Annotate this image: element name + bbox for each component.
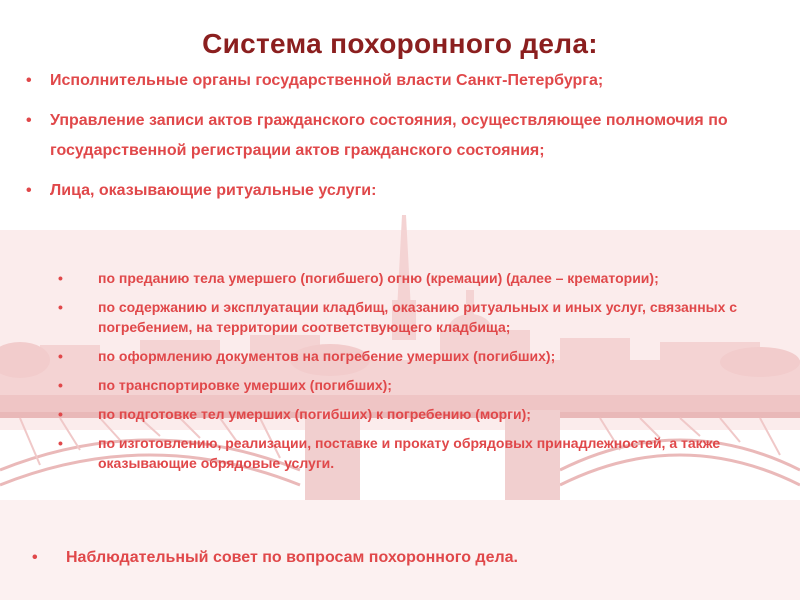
sub-list-item [58,346,748,366]
main-list-item [24,66,754,96]
bullet-icon: • [58,348,63,364]
sub-list-item-text: по преданию тела умершего (погибшего) огню (кремации) (далее – крематории); [98,270,659,286]
sub-list-item-text: по изготовлению, реализации, поставке и прокату обрядовых принадлежностей, а также оказывающие обрядовые услуги. [98,435,721,471]
bullet-icon: • [32,549,38,566]
main-list-item-text: Управление записи актов гражданского состояния, осуществляющее полномочия по государственной регистрации актов гражданского состояния; [50,112,728,159]
sub-list-item [58,433,748,473]
sub-bullet-list [58,268,748,482]
main-bullet-list [24,66,754,216]
bullet-icon: • [58,406,63,422]
bullet-icon: • [26,112,32,129]
main-list-item-text: Лица, оказывающие ритуальные услуги: [50,182,377,199]
sub-list-item [58,404,748,424]
bullet-icon: • [58,435,63,451]
slide-title: Система похоронного дела: [202,28,598,59]
main-list-item-text: Исполнительные органы государственной власти Санкт-Петербурга; [50,72,604,89]
bullet-icon: • [26,72,32,89]
bullet-icon: • [58,299,63,315]
main-list-item [24,176,754,206]
sub-list-item-text: по транспортировке умерших (погибших); [98,377,392,393]
bullet-icon: • [58,270,63,286]
bullet-icon: • [26,182,32,199]
sub-list-item [58,375,748,395]
footer-list-item-text: Наблюдательный совет по вопросам похоронного дела. [66,549,518,566]
sub-list-item [58,268,748,288]
bullet-icon: • [58,377,63,393]
main-list-item [24,106,754,166]
sub-list-item-text: по подготовке тел умерших (погибших) к погребению (морги); [98,406,531,422]
sub-list-item-text: по оформлению документов на погребение умерших (погибших); [98,348,556,364]
sub-list-item-text: по содержанию и эксплуатации кладбищ, оказанию ритуальных и иных услуг, связанных с погребением, на территории соответствующего кладбища; [98,299,738,335]
sub-list-item [58,297,748,337]
